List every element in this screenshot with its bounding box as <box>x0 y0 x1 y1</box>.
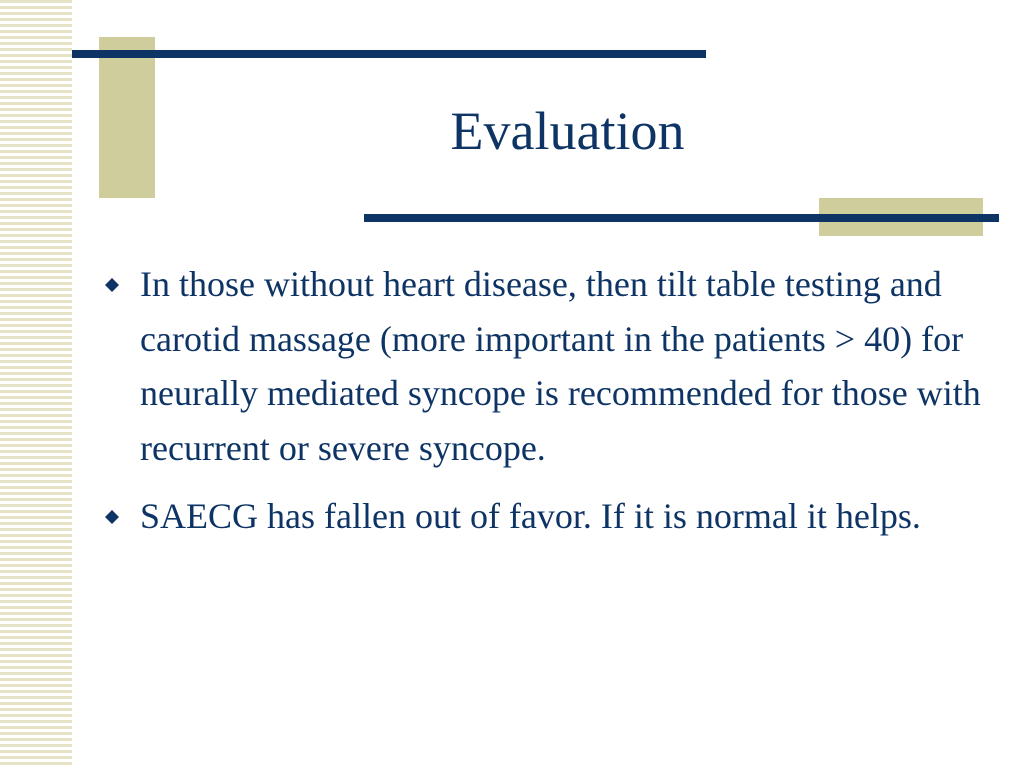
title-rule-top <box>72 50 706 58</box>
slide-title: Evaluation <box>450 101 685 161</box>
bullet-item <box>104 257 984 475</box>
bullet-text: SAECG has fallen out of favor. If it is normal it helps. <box>140 496 921 536</box>
bullet-list <box>104 257 984 558</box>
decorative-stripes <box>0 0 72 768</box>
decorative-block-left <box>99 37 155 198</box>
bullet-item <box>104 489 984 544</box>
diamond-icon <box>104 509 120 525</box>
bullet-text: In those without heart disease, then tilt table testing and carotid massage (more important in the patients > 40) for neurally mediated syncope is recommended for those with recurrent or severe syncope. <box>140 264 981 468</box>
title-rule-bottom <box>364 214 999 222</box>
diamond-icon <box>104 277 120 293</box>
